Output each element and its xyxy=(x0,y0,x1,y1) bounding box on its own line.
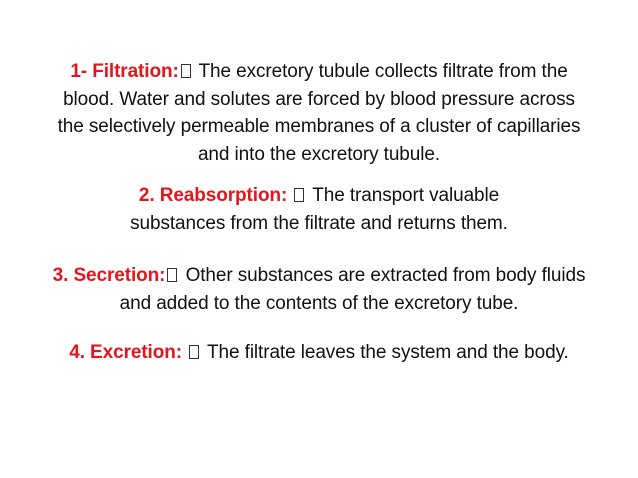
excretion-paragraph xyxy=(0,339,638,367)
secretion-text-2: and added to the contents of the excretory tube. xyxy=(119,292,519,314)
missing-glyph-box-icon xyxy=(167,268,177,282)
missing-glyph-box-icon xyxy=(189,345,199,359)
text-line xyxy=(0,58,638,86)
secretion-text-1: Other substances are extracted from body fluids xyxy=(185,265,586,286)
text-line xyxy=(0,262,638,290)
term-secretion: 3. Secretion: xyxy=(52,265,166,286)
excretion-text-1: The filtrate leaves the system and the body. xyxy=(207,342,569,363)
reabsorption-text-1: The transport valuable xyxy=(312,185,500,206)
term-excretion: 4. Excretion: xyxy=(69,342,182,363)
secretion-paragraph xyxy=(0,262,638,317)
term-filtration: 1- Filtration: xyxy=(70,61,179,82)
filtration-text-2: blood. Water and solutes are forced by blood pressure across xyxy=(63,88,575,110)
text-line xyxy=(0,339,638,367)
filtration-text-3: the selectively permeable membranes of a cluster of capillaries xyxy=(57,116,581,137)
filtration-text-4: and into the excretory tubule. xyxy=(197,143,441,165)
filtration-text-1: The excretory tubule collects filtrate from the xyxy=(198,61,568,82)
missing-glyph-box-icon xyxy=(294,188,304,202)
text-line xyxy=(0,182,638,210)
missing-glyph-box-icon xyxy=(181,64,191,78)
reabsorption-paragraph xyxy=(0,182,638,237)
term-reabsorption: 2. Reabsorption: xyxy=(138,185,288,206)
reabsorption-text-2: substances from the filtrate and returns them. xyxy=(130,212,508,234)
filtration-paragraph xyxy=(0,58,638,168)
